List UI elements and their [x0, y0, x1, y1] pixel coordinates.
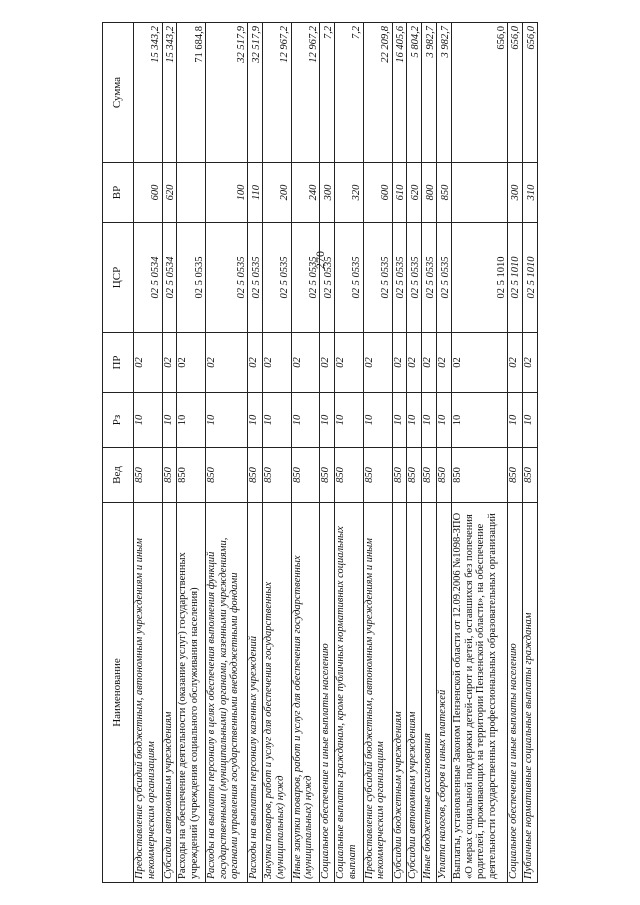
row-ved: 850: [508, 448, 523, 503]
row-name: Субсидии бюджетным учреждениям: [392, 503, 407, 883]
table-row: [320, 23, 335, 883]
row-name: Иные бюджетные ассигнования: [422, 503, 437, 883]
row-ved: 850: [206, 448, 248, 503]
table-row: [162, 23, 177, 883]
row-name: Социальные выплаты гражданам, кроме публичных нормативных социальных выплат: [335, 503, 364, 883]
row-pr: 02: [134, 333, 163, 393]
table-row: [363, 23, 392, 883]
row-vr: 800: [422, 163, 437, 223]
table-row: [134, 23, 163, 883]
row-rz: 10: [508, 393, 523, 448]
row-sum: 22 209,8: [363, 23, 392, 163]
row-name: Уплата налогов, сборов и иных платежей: [437, 503, 452, 883]
row-csr: 02 5 0535: [422, 223, 437, 333]
row-csr: 02 5 0535: [437, 223, 452, 333]
row-rz: 10: [363, 393, 392, 448]
row-ved: 850: [177, 448, 206, 503]
row-vr: 100: [206, 163, 248, 223]
header-pr: ПР: [103, 333, 134, 393]
table-row: [422, 23, 437, 883]
row-name: Закупка товаров, работ и услуг для обеспечения государственных (муниципальных) нужд: [263, 503, 292, 883]
row-pr: 02: [452, 333, 508, 393]
row-name: Расходы на выплаты персоналу казенных учреждений: [248, 503, 263, 883]
row-vr: 310: [522, 163, 537, 223]
row-csr: 02 5 0535: [320, 223, 335, 333]
row-rz: 10: [162, 393, 177, 448]
row-name: Публичные нормативные социальные выплаты гражданам: [522, 503, 537, 883]
row-rz: 10: [134, 393, 163, 448]
row-sum: 5 804,2: [407, 23, 422, 163]
row-pr: 02: [291, 333, 320, 393]
row-csr: 02 5 1010: [508, 223, 523, 333]
header-name: Наименование: [103, 503, 134, 883]
row-rz: 10: [248, 393, 263, 448]
table-row: [206, 23, 248, 883]
table-row: [263, 23, 292, 883]
row-pr: 02: [522, 333, 537, 393]
row-ved: 850: [422, 448, 437, 503]
row-csr: 02 5 0535: [248, 223, 263, 333]
row-ved: 850: [407, 448, 422, 503]
row-vr: 110: [248, 163, 263, 223]
row-pr: 02: [177, 333, 206, 393]
row-rz: 10: [291, 393, 320, 448]
row-vr: 300: [320, 163, 335, 223]
row-pr: 02: [363, 333, 392, 393]
row-ved: 850: [263, 448, 292, 503]
header-sum: Сумма: [103, 23, 134, 163]
row-rz: 10: [422, 393, 437, 448]
row-pr: 02: [206, 333, 248, 393]
table-row: [248, 23, 263, 883]
row-sum: 32 517,9: [248, 23, 263, 163]
row-ved: 850: [335, 448, 364, 503]
row-name: Предоставление субсидий бюджетным, автономным учреждениям и иным некоммерческим организациям: [134, 503, 163, 883]
row-csr: 02 5 1010: [522, 223, 537, 333]
budget-table-rotated: [102, 23, 538, 883]
row-ved: 850: [134, 448, 163, 503]
row-pr: 02: [437, 333, 452, 393]
row-ved: 850: [392, 448, 407, 503]
row-csr: 02 5 0535: [392, 223, 407, 333]
row-sum: 656,0: [452, 23, 508, 163]
row-vr: 600: [363, 163, 392, 223]
row-rz: 10: [335, 393, 364, 448]
row-vr: [177, 163, 206, 223]
row-csr: 02 5 0535: [407, 223, 422, 333]
row-pr: 02: [422, 333, 437, 393]
row-sum: 7,2: [335, 23, 364, 163]
row-vr: [452, 163, 508, 223]
row-sum: 12 967,2: [263, 23, 292, 163]
table-header-row: [103, 23, 134, 883]
table-row: [407, 23, 422, 883]
row-pr: 02: [248, 333, 263, 393]
row-ved: 850: [291, 448, 320, 503]
row-csr: 02 5 0535: [206, 223, 248, 333]
row-rz: 10: [320, 393, 335, 448]
header-ved: Вед: [103, 448, 134, 503]
row-pr: 02: [407, 333, 422, 393]
row-name: Расходы на выплаты персоналу в целях обеспечения выполнения функций государственными (муниципальными) органами, казенными учреждениями, органами управления государственными внебюджетными фондами: [206, 503, 248, 883]
table-row: [452, 23, 508, 883]
row-vr: 200: [263, 163, 292, 223]
row-pr: 02: [508, 333, 523, 393]
row-rz: 10: [392, 393, 407, 448]
row-ved: 850: [320, 448, 335, 503]
row-sum: 656,0: [508, 23, 523, 163]
row-name: Предоставление субсидий бюджетным, автономным учреждениям и иным некоммерческим организациям: [363, 503, 392, 883]
row-sum: 32 517,9: [206, 23, 248, 163]
row-name: Социальное обеспечение и иные выплаты населению: [320, 503, 335, 883]
row-pr: 02: [335, 333, 364, 393]
row-name: Социальное обеспечение и иные выплаты населению: [508, 503, 523, 883]
header-csr: ЦСР: [103, 223, 134, 333]
page-number: 270: [313, 251, 327, 269]
row-csr: 02 5 0535: [363, 223, 392, 333]
row-vr: 850: [437, 163, 452, 223]
row-pr: 02: [320, 333, 335, 393]
row-ved: 850: [522, 448, 537, 503]
row-rz: 10: [452, 393, 508, 448]
header-vr: ВР: [103, 163, 134, 223]
row-pr: 02: [162, 333, 177, 393]
row-sum: 71 684,8: [177, 23, 206, 163]
row-sum: 12 967,2: [291, 23, 320, 163]
row-sum: 656,0: [522, 23, 537, 163]
row-name: Субсидии автономным учреждениям: [162, 503, 177, 883]
row-csr: 02 5 0535: [263, 223, 292, 333]
row-vr: 320: [335, 163, 364, 223]
row-vr: 300: [508, 163, 523, 223]
row-name: Выплаты, установленные Законом Пензенской области от 12.09.2006 №1098-ЗПО «О мерах социальной поддержки детей-сирот и детей, оставшихся без попечения родителей, проживающих на территории Пензенской области», на обеспечение деятельности государственных профессиональных образовательных организаций: [452, 503, 508, 883]
row-vr: 620: [162, 163, 177, 223]
row-pr: 02: [392, 333, 407, 393]
row-rz: 10: [263, 393, 292, 448]
row-vr: 600: [134, 163, 163, 223]
row-ved: 850: [248, 448, 263, 503]
row-csr: 02 5 0534: [134, 223, 163, 333]
row-sum: 16 405,6: [392, 23, 407, 163]
row-sum: 15 343,2: [134, 23, 163, 163]
row-rz: 10: [177, 393, 206, 448]
budget-table: [102, 22, 538, 883]
row-csr: 02 5 0535: [335, 223, 364, 333]
row-csr: 02 5 0535: [177, 223, 206, 333]
row-name: Расходы на обеспечение деятельности (оказание услуг) государственных учреждений (учреждения социального обслуживания населения): [177, 503, 206, 883]
row-csr: 02 5 0535: [291, 223, 320, 333]
table-row: [392, 23, 407, 883]
header-rz: Рз: [103, 393, 134, 448]
row-sum: 15 343,2: [162, 23, 177, 163]
row-sum: 3 982,7: [437, 23, 452, 163]
row-name: Иные закупки товаров, работ и услуг для обеспечения государственных (муниципальных) нужд: [291, 503, 320, 883]
table-row: [177, 23, 206, 883]
row-rz: 10: [407, 393, 422, 448]
row-rz: 10: [206, 393, 248, 448]
row-ved: 850: [363, 448, 392, 503]
table-row: [437, 23, 452, 883]
row-sum: 3 982,7: [422, 23, 437, 163]
row-pr: 02: [263, 333, 292, 393]
row-vr: 610: [392, 163, 407, 223]
row-csr: 02 5 1010: [452, 223, 508, 333]
row-rz: 10: [437, 393, 452, 448]
row-vr: 240: [291, 163, 320, 223]
table-row: [508, 23, 523, 883]
row-rz: 10: [522, 393, 537, 448]
row-sum: 7,2: [320, 23, 335, 163]
table-row: [522, 23, 537, 883]
table-row: [335, 23, 364, 883]
row-ved: 850: [437, 448, 452, 503]
row-ved: 850: [452, 448, 508, 503]
table-row: [291, 23, 320, 883]
row-name: Субсидии автономным учреждениям: [407, 503, 422, 883]
row-ved: 850: [162, 448, 177, 503]
row-csr: 02 5 0534: [162, 223, 177, 333]
row-vr: 620: [407, 163, 422, 223]
